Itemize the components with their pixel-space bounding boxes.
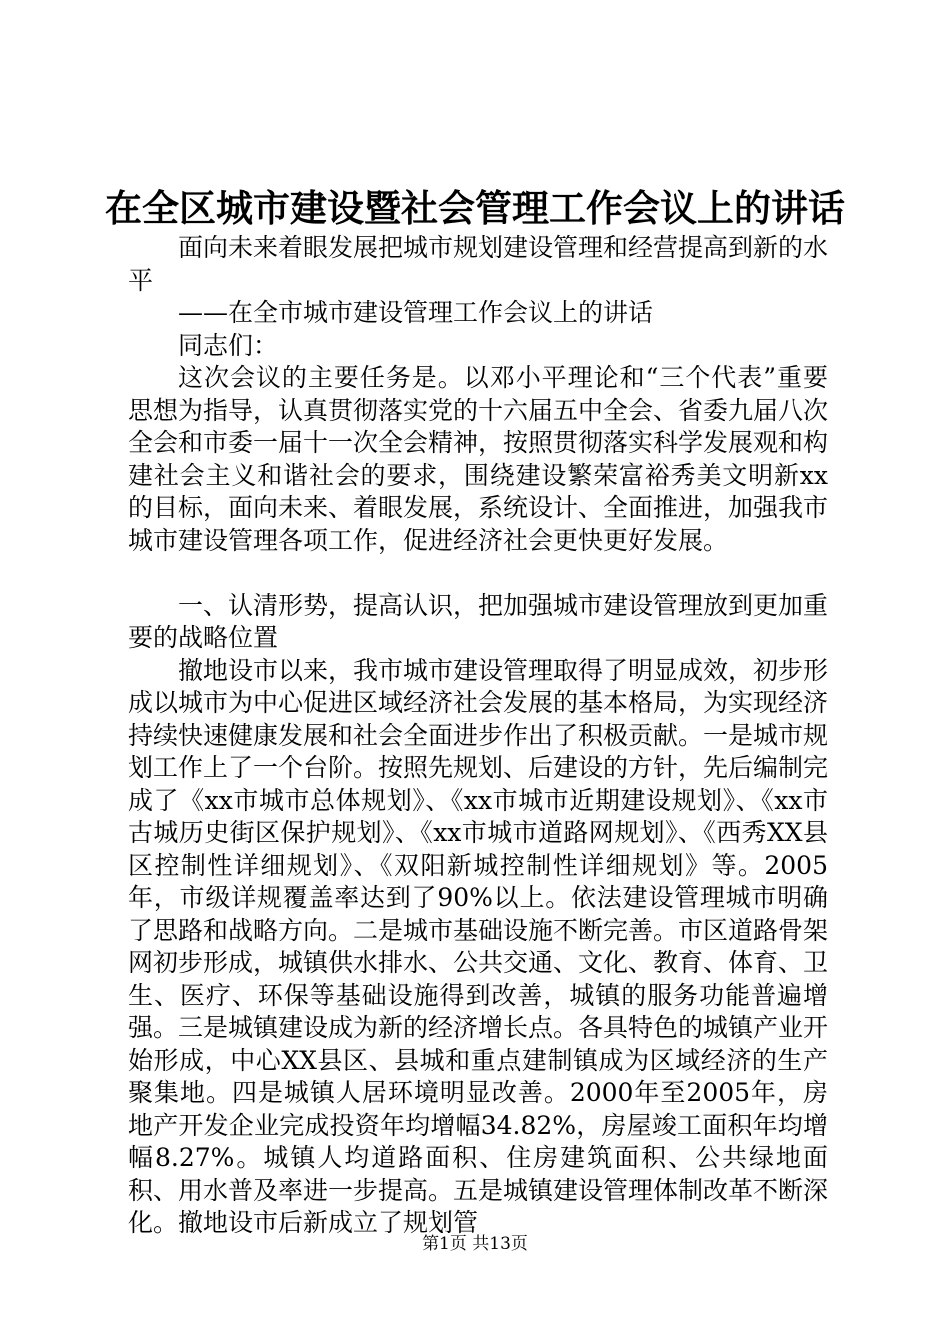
subtitle-speech-line: ——在全市城市建设管理工作会议上的讲话	[178, 298, 654, 327]
body-paragraph: 撤地设市以来，我市城市建设管理取得了明显成效，初步形成以城市为中心促进区域经济社会发展的基本格局，为实现经济持续快速健康发展和社会全面进步作出了积极贡献。一是城市规划工作上了一个台阶。按照先规划、后建设的方针，先后编制完成了《xx市城市总体规划》、《xx市城市近期建设规划》、《xx市古城历史街区保护规划》、《xx市城市道路网规划》、《西秀XX县区控制性详细规划》、《双阳新城控制性详细规划》等。2005年，市级详规覆盖率达到了90%以上。依法建设管理城市明确了思路和战略方向。二是城市基础设施不断完善。市区道路骨架网初步形成，城镇供水排水、公共交通、文化、教育、体育、卫生、医疗、环保等基础设施得到改善，城镇的服务功能普遍增强。三是城镇建设成为新的经济增长点。各具特色的城镇产业开始形成，中心XX县区、县城和重点建制镇成为区域经济的生产聚集地。四是城镇人居环境明显改善。2000年至2005年，房地产开发企业完成投资年均增幅34.82%，房屋竣工面积年均增幅8.27%。城镇人均道路面积、住房建筑面积、公共绿地面积、用水普及率进一步提高。五是城镇建设管理体制改革不断深化。撤地设市后新成立了规划管	[128, 655, 829, 1237]
subtitle-paragraph: 面向未来着眼发展把城市规划建设管理和经营提高到新的水平	[128, 233, 829, 295]
paragraph-spacer	[128, 557, 828, 590]
salutation: 同志们：	[178, 330, 279, 360]
intro-paragraph: 这次会议的主要任务是。以邓小平理论和“三个代表”重要思想为指导，认真贯彻落实党的十六届五中全会、省委九届八次全会和市委一届十一次全会精神，按照贯彻落实科学发展观和构建社会主义和谐社会的要求，围绕建设繁荣富裕秀美文明新xx的目标，面向未来、着眼发展，系统设计、全面推进，加强我市城市建设管理各项工作，促进经济社会更快更好发展。	[128, 363, 829, 555]
page-number-footer: 第1页 共13页	[422, 1234, 528, 1254]
document-body	[128, 232, 828, 1240]
section-heading: 一、认清形势，提高认识，把加强城市建设管理放到更加重要的战略位置	[128, 590, 829, 652]
document-title: 在全区城市建设暨社会管理工作会议上的讲话	[105, 186, 845, 230]
